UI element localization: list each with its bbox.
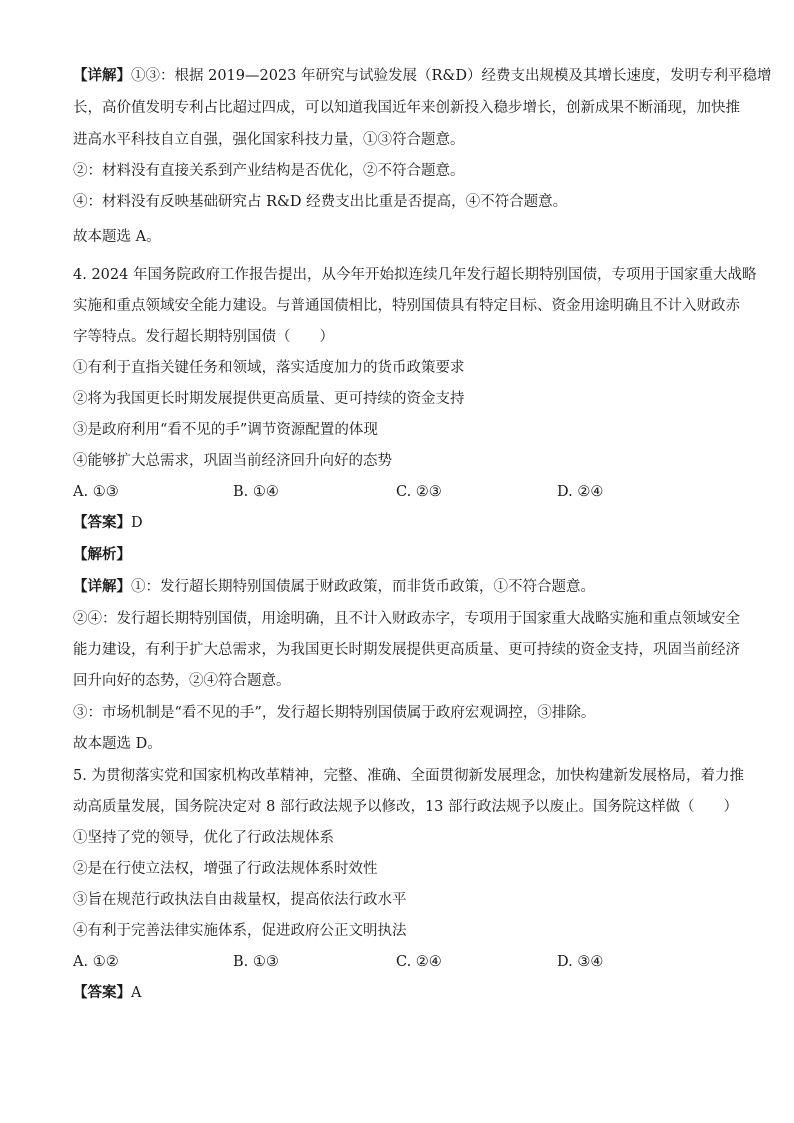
conclusion-line: 故本题选 A。: [73, 229, 161, 245]
statement-item: ④有利于完善法律实施体系，促进政府公正文明执法: [73, 923, 407, 939]
answer-line: [73, 983, 141, 1003]
option-c: C. ②④: [396, 954, 442, 970]
answer-tag: 【答案】: [73, 984, 131, 1001]
answer-value: A: [131, 985, 142, 1001]
detail-line: [73, 577, 595, 597]
option-c: C. ②③: [396, 484, 442, 500]
option-d: D. ②④: [557, 484, 604, 500]
option-a: A. ①③: [73, 484, 119, 500]
statement-item: ②将为我国更长时期发展提供更高质量、更可持续的资金支持: [73, 391, 465, 407]
detail-line: ②④：发行超长期特别国债，用途明确，且不计入财政赤字，专项用于国家重大战略实施和重点领域安全: [73, 611, 740, 627]
statement-item: ①坚持了党的领导，优化了行政法规体系: [73, 830, 334, 846]
question-stem: 4. 2024 年国务院政府工作报告提出，从今年开始拟连续几年发行超长期特别国债，专项用于国家重大战略: [73, 267, 757, 283]
option-b: B. ①④: [233, 484, 279, 500]
detail-line: 进高水平科技自立自强，强化国家科技力量，①③符合题意。: [73, 132, 465, 148]
option-b: B. ①③: [233, 954, 279, 970]
statement-item: ③是政府利用“看不见的手”调节资源配置的体现: [73, 422, 378, 438]
detail-line: 能力建设，有利于扩大总需求，为我国更长时期发展提供更高质量、更可持续的资金支持，巩固当前经济: [73, 642, 740, 658]
statement-item: ①有利于直指关键任务和领域，落实适度加力的货币政策要求: [73, 360, 465, 376]
detail-line: ④：材料没有反映基础研究占 R&D 经费支出比重是否提高，④不符合题意。: [73, 194, 568, 210]
detail-tag: 【详解】: [73, 67, 131, 84]
detail-text: ①：发行超长期特别国债属于财政政策，而非货币政策，①不符合题意。: [131, 579, 595, 595]
statement-item: ②是在行使立法权，增强了行政法规体系时效性: [73, 861, 378, 877]
analysis-tag: 【解析】: [73, 546, 131, 563]
answer-tag: 【答案】: [73, 514, 131, 531]
option-a: A. ①②: [73, 954, 119, 970]
detail-line: [73, 66, 771, 86]
answer-value: D: [131, 515, 143, 531]
detail-line: ②：材料没有直接关系到产业结构是否优化，②不符合题意。: [73, 163, 465, 179]
detail-line: 回升向好的态势，②④符合题意。: [73, 673, 291, 689]
detail-tag: 【详解】: [73, 578, 131, 595]
question-stem: 字等特点。发行超长期特别国债（ ）: [73, 329, 334, 345]
detail-line: 长，高价值发明专利占比超过四成，可以知道我国近年来创新投入稳步增长，创新成果不断涌现，加快推: [73, 100, 740, 116]
question-stem: 实施和重点领域安全能力建设。与普通国债相比，特别国债具有特定目标、资金用途明确且不计入财政赤: [73, 298, 740, 314]
detail-line: ③：市场机制是“看不见的手”，发行超长期特别国债属于政府宏观调控，③排除。: [73, 705, 596, 721]
question-stem: 动高质量发展，国务院决定对 8 部行政法规予以修改，13 部行政法规予以废止。国务院这样做（ ）: [73, 799, 738, 815]
statement-item: ④能够扩大总需求，巩固当前经济回升向好的态势: [73, 453, 392, 469]
option-d: D. ③④: [557, 954, 604, 970]
answer-line: [73, 513, 143, 533]
detail-text: ①③：根据 2019—2023 年研究与试验发展（R&D）经费支出规模及其增长速度，发明专利平稳增: [131, 68, 772, 84]
question-stem: 5. 为贯彻落实党和国家机构改革精神，完整、准确、全面贯彻新发展理念，加快构建新发展格局，着力推: [73, 768, 744, 784]
conclusion-line: 故本题选 D。: [73, 736, 162, 752]
statement-item: ③旨在规范行政执法自由裁量权，提高依法行政水平: [73, 892, 407, 908]
